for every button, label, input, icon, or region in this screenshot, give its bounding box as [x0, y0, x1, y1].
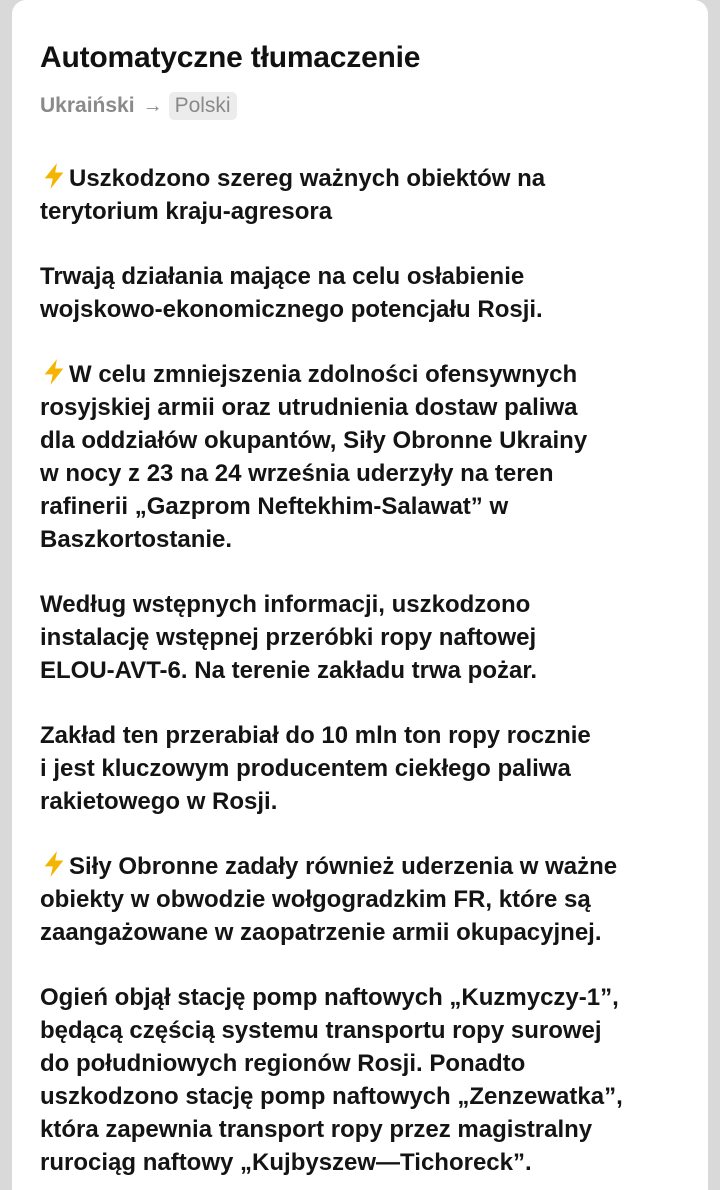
line-text: Według wstępnych informacji, uszkodzono: [40, 591, 531, 618]
text-line: [40, 785, 700, 818]
text-line: [40, 162, 700, 195]
line-text: Trwają działania mające na celu osłabienie: [40, 263, 525, 290]
text-line: [40, 1146, 700, 1179]
text-line: [40, 424, 700, 457]
paragraph: [40, 850, 700, 949]
translation-sheet: [12, 0, 708, 1190]
lightning-bolt-icon: [40, 850, 68, 878]
line-text: będącą częścią systemu transportu ropy surowej: [40, 1017, 602, 1044]
paragraph: [40, 358, 700, 556]
line-text: zaangażowane w zaopatrzenie armii okupacyjnej.: [40, 919, 602, 946]
text-line: [40, 1047, 700, 1080]
line-text: w nocy z 23 na 24 września uderzyły na teren: [40, 460, 554, 487]
text-line: [40, 293, 700, 326]
source-language: Ukraiński: [40, 94, 135, 117]
line-text: rurociąg naftowy „Kujbyszew—Tichoreck”.: [40, 1149, 532, 1176]
text-line: [40, 195, 700, 228]
text-line: [40, 260, 700, 293]
line-text: obiekty w obwodzie wołgogradzkim FR, które są: [40, 886, 591, 913]
line-text: ELOU-AVT-6. Na terenie zakładu trwa pożar.: [40, 657, 538, 684]
arrow-right-icon: →: [142, 94, 163, 117]
text-line: [40, 654, 700, 687]
line-text: Uszkodzono szereg ważnych obiektów na: [69, 165, 546, 192]
text-line: [40, 358, 700, 391]
text-line: [40, 981, 700, 1014]
lightning-bolt-icon: [40, 358, 68, 386]
text-line: [40, 719, 700, 752]
text-line: [40, 391, 700, 424]
line-text: rakietowego w Rosji.: [40, 788, 278, 815]
paragraph: [40, 162, 700, 228]
line-text: Zakład ten przerabiał do 10 mln ton ropy rocznie: [40, 722, 591, 749]
line-text: i jest kluczowym producentem ciekłego paliwa: [40, 755, 571, 782]
paragraph: [40, 588, 700, 687]
lightning-bolt-icon: [40, 162, 68, 190]
line-text: dla oddziałów okupantów, Siły Obronne Ukrainy: [40, 427, 588, 454]
line-text: terytorium kraju-agresora: [40, 198, 333, 225]
text-line: [40, 850, 700, 883]
line-text: rafinerii „Gazprom Neftekhim-Salawat” w: [40, 493, 509, 520]
text-line: [40, 588, 700, 621]
line-text: uszkodzono stację pomp naftowych „Zenzewatka”,: [40, 1083, 623, 1110]
text-line: [40, 457, 700, 490]
paragraph: [40, 981, 700, 1179]
paragraph: [40, 260, 700, 326]
text-line: [40, 621, 700, 654]
sheet-title: Automatyczne tłumaczenie: [40, 41, 421, 74]
line-text: do południowych regionów Rosji. Ponadto: [40, 1050, 526, 1077]
text-line: [40, 1014, 700, 1047]
text-line: [40, 490, 700, 523]
line-text: Siły Obronne zadały również uderzenia w ważne: [69, 853, 618, 880]
line-text: instalację wstępnej przeróbki ropy naftowej: [40, 624, 537, 651]
line-text: Ogień objął stację pomp naftowych „Kuzmyczy-1”,: [40, 984, 619, 1011]
paragraph: [40, 719, 700, 818]
line-text: rosyjskiej armii oraz utrudnienia dostaw paliwa: [40, 394, 578, 421]
text-line: [40, 1080, 700, 1113]
line-text: która zapewnia transport ropy przez magistralny: [40, 1116, 593, 1143]
line-text: W celu zmniejszenia zdolności ofensywnych: [69, 361, 578, 388]
translated-text[interactable]: [40, 162, 700, 1190]
text-line: [40, 916, 700, 949]
text-line: [40, 1113, 700, 1146]
line-text: Baszkortostanie.: [40, 526, 233, 553]
text-line: [40, 523, 700, 556]
line-text: wojskowo-ekonomicznego potencjału Rosji.: [40, 296, 543, 323]
text-line: [40, 752, 700, 785]
language-pair: [40, 90, 237, 122]
text-line: [40, 883, 700, 916]
target-language-selector[interactable]: Polski: [169, 92, 237, 120]
